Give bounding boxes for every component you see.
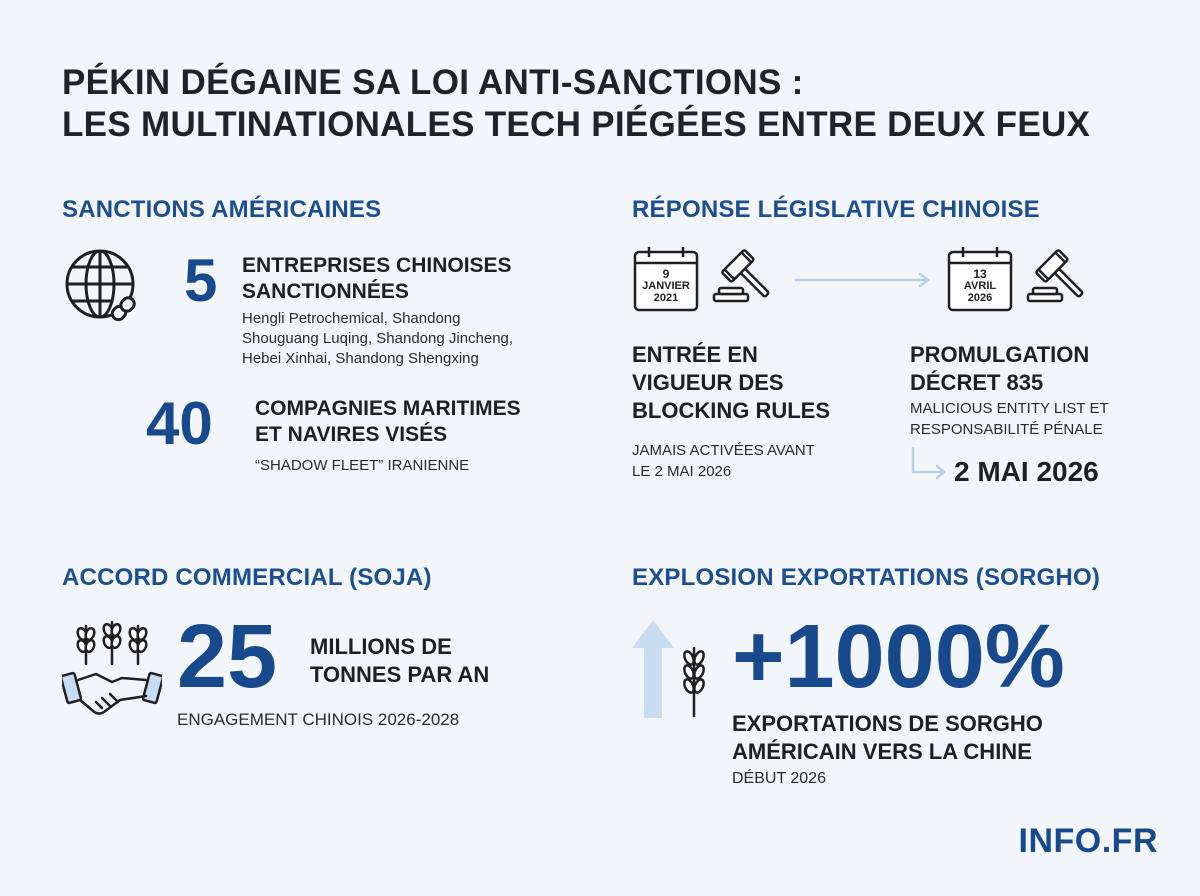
globe-link-icon — [62, 246, 148, 332]
shipping-companies-label-line-2: ET NAVIRES VISÉS — [255, 423, 448, 446]
sanctioned-companies-label-line-1: ENTREPRISES CHINOISES — [242, 254, 512, 277]
sanctioned-companies-list-line: Hengli Petrochemical, Shandong — [242, 310, 461, 327]
decree-835-label-line: PROMULGATION — [910, 342, 1090, 367]
calendar-2-year: 2026 — [967, 292, 993, 304]
corner-arrow-icon — [910, 446, 950, 482]
sanctioned-companies-list-line: Shouguang Luqing, Shandong Jincheng, — [242, 330, 514, 347]
timeline-arrow-icon — [794, 272, 934, 288]
calendar-icon — [946, 244, 1014, 314]
up-arrow-icon — [630, 618, 676, 720]
brand-logo[interactable]: INFO.FR — [1018, 822, 1158, 860]
sanctioned-companies-list — [242, 309, 513, 369]
sorgho-growth: +1000% — [732, 607, 1065, 707]
blocking-rules-label-line: BLOCKING RULES — [632, 398, 830, 423]
section-heading-soja: ACCORD COMMERCIAL (SOJA) — [62, 564, 432, 591]
blocking-rules-note-line: LE 2 MAI 2026 — [632, 463, 732, 480]
sanctioned-companies-count: 5 — [184, 247, 218, 314]
wheat-icon — [678, 642, 710, 720]
blocking-rules-label-line: ENTRÉE EN — [632, 342, 758, 367]
blocking-rules-label-line: VIGUEUR DES — [632, 370, 784, 395]
sorgho-period-note: DÉBUT 2026 — [732, 770, 826, 787]
blocking-rules-label — [632, 341, 830, 425]
sorgho-growth-label-line: AMÉRICAIN VERS LA CHINE — [732, 739, 1032, 764]
decree-835-note-line: RESPONSABILITÉ PÉNALE — [910, 421, 1103, 438]
calendar-1-month: JANVIER — [642, 280, 690, 292]
decree-date: 2 MAI 2026 — [954, 456, 1099, 487]
soja-volume-label — [310, 633, 489, 689]
title-line-2: LES MULTINATIONALES TECH PIÉGÉES ENTRE DEUX FEUX — [62, 105, 1091, 144]
blocking-rules-note — [632, 440, 815, 482]
sorgho-growth-label-line: EXPORTATIONS DE SORGHO — [732, 711, 1043, 736]
soja-volume-label-line: MILLIONS DE — [310, 634, 452, 659]
page-title — [62, 62, 1090, 146]
calendar-1-day: 9 — [662, 267, 670, 281]
sanctioned-companies-label-line-2: SANCTIONNÉES — [242, 280, 409, 303]
soja-volume: 25 — [177, 607, 278, 707]
calendar-2-day: 13 — [973, 267, 987, 281]
decree-835-note-line: MALICIOUS ENTITY LIST ET — [910, 400, 1109, 417]
decree-835-note — [910, 398, 1109, 440]
gavel-icon — [710, 246, 778, 310]
shipping-companies-label — [255, 396, 521, 448]
shipping-companies-count: 40 — [146, 390, 213, 457]
section-heading-sorgho: EXPLOSION EXPORTATIONS (SORGHO) — [632, 564, 1101, 591]
blocking-rules-note-line: JAMAIS ACTIVÉES AVANT — [632, 442, 815, 459]
decree-835-label — [910, 341, 1089, 397]
decree-835-label-line: DÉCRET 835 — [910, 370, 1044, 395]
shipping-companies-label-line-1: COMPAGNIES MARITIMES — [255, 397, 521, 420]
calendar-1-year: 2021 — [653, 292, 679, 304]
section-heading-sanctions: SANCTIONS AMÉRICAINES — [62, 196, 382, 223]
section-heading-response: RÉPONSE LÉGISLATIVE CHINOISE — [632, 196, 1040, 223]
title-line-1: PÉKIN DÉGAINE SA LOI ANTI-SANCTIONS : — [62, 63, 804, 102]
soja-commitment-note: ENGAGEMENT CHINOIS 2026-2028 — [177, 710, 460, 729]
sanctioned-companies-list-line: Hebei Xinhai, Shandong Shengxing — [242, 350, 479, 367]
gavel-icon — [1024, 246, 1092, 310]
calendar-2-month: AVRIL — [963, 280, 997, 292]
soja-volume-label-line: TONNES PAR AN — [310, 662, 490, 687]
calendar-icon — [632, 244, 700, 314]
shadow-fleet-note: “SHADOW FLEET” IRANIENNE — [255, 457, 470, 474]
sanctioned-companies-label — [242, 253, 512, 305]
wheat-handshake-icon — [62, 616, 162, 722]
sorgho-growth-label — [732, 710, 1043, 766]
